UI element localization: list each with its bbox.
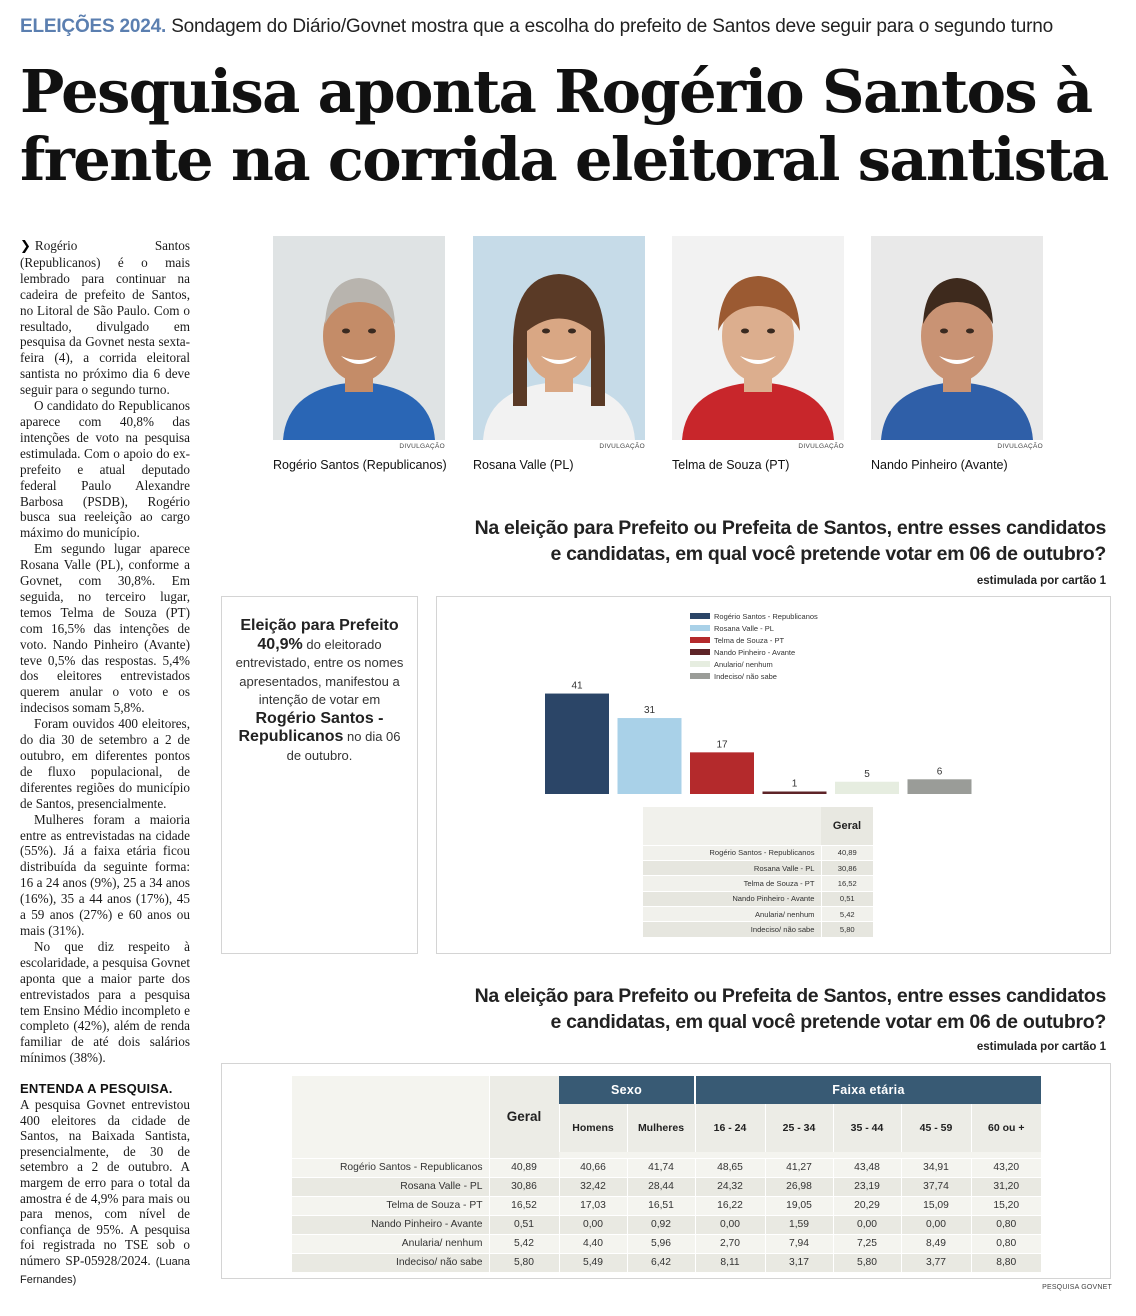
candidate-photo — [473, 236, 645, 440]
bar — [763, 792, 827, 795]
crosstab-column-header: Mulheres — [627, 1104, 695, 1152]
author-credit: (Luana Fernandes) — [20, 1255, 190, 1286]
crosstab-geral-header: Geral — [489, 1076, 559, 1158]
photo-credit: DIVULGAÇÃO — [599, 443, 645, 450]
crosstab-table — [292, 1076, 1041, 1272]
candidate-photo — [871, 236, 1043, 440]
crosstab-cell: 40,66 — [559, 1158, 627, 1177]
crosstab-cell: 0,80 — [971, 1234, 1041, 1253]
crosstab-cell: 17,03 — [559, 1196, 627, 1215]
article-body — [20, 238, 190, 1066]
crosstab-column-header: 25 - 34 — [765, 1104, 833, 1152]
legend-swatch — [690, 661, 710, 667]
crosstab-cell: 30,86 — [489, 1177, 559, 1196]
summary-row-label: Telma de Souza - PT — [643, 876, 821, 891]
crosstab-cell: 19,05 — [765, 1196, 833, 1215]
crosstab-cell: 5,96 — [627, 1234, 695, 1253]
crosstab-column-header: 45 - 59 — [901, 1104, 971, 1152]
summary-row-value: 5,42 — [821, 907, 873, 922]
candidate-caption: Rosana Valle (PL) — [473, 458, 574, 472]
crosstab-cell: 8,80 — [971, 1253, 1041, 1272]
crosstab-cell: 20,29 — [833, 1196, 901, 1215]
crosstab-cell: 43,20 — [971, 1158, 1041, 1177]
summary-row-label: Rogério Santos - Republicanos — [643, 845, 821, 860]
crosstab-column-header: 60 ou + — [971, 1104, 1041, 1152]
crosstab-cell: 2,70 — [695, 1234, 765, 1253]
legend-label: Rogério Santos - Republicanos — [714, 612, 818, 621]
crosstab-cell: 32,42 — [559, 1177, 627, 1196]
crosstab-row — [292, 1196, 1041, 1215]
article-paragraph: ❯ Rogério Santos (Republicanos) é o mais lembrado para continuar na cadeira de prefeito de Santos, no Litoral de São Paulo. Com o resultado, divulgado em pesquisa da Govnet nesta sexta-feira (4), a corrida eleitoral santista no próximo dia 6 deve seguir para o segundo turno. — [20, 238, 190, 398]
bar — [618, 718, 682, 794]
article-paragraph: No que diz respeito à escolaridade, a pesquisa Govnet aponta que a maior parte dos entrevistados para a pesquisa tem Ensino Médio incompleto e completo (42%), além de renda familiar de até dois salários mínimos (38%). — [20, 938, 190, 1066]
crosstab-cell: 8,49 — [901, 1234, 971, 1253]
crosstab-cell: 16,52 — [489, 1196, 559, 1215]
summary-row-label: Anularia/ nenhum — [643, 907, 821, 922]
kicker-tag: ELEIÇÕES 2024. — [20, 16, 167, 37]
crosstab-row-label: Indeciso/ não sabe — [292, 1253, 489, 1272]
crosstab-cell: 26,98 — [765, 1177, 833, 1196]
crosstab-cell: 6,42 — [627, 1253, 695, 1272]
summary-row-value: 40,89 — [821, 845, 873, 860]
bar-value-label: 1 — [791, 778, 798, 790]
kicker-text: Sondagem do Diário/Govnet mostra que a escolha do prefeito de Santos deve seguir para o segundo turno — [171, 16, 1054, 37]
crosstab-cell: 0,51 — [489, 1215, 559, 1234]
article-paragraph: Foram ouvidos 400 eleitores, do dia 30 de setembro a 2 de outubro, em diferentes pontos de fluxo populacional, de diferentes regiões do município de Santos, presencialmente. — [20, 716, 190, 811]
legend-swatch — [690, 613, 710, 619]
crosstab-row-label: Anularia/ nenhum — [292, 1234, 489, 1253]
article-paragraph: O candidato do Republicanos aparece com 40,8% das intenções de voto na pesquisa estimulada. Com o apoio do ex-prefeito e atual deputado federal Paulo Alexandre Barbosa (PSDB), Rogério busca sua reeleição ao cargo máximo do município. — [20, 398, 190, 541]
crosstab-cell: 0,92 — [627, 1215, 695, 1234]
candidate-caption: Rogério Santos (Republicanos) — [273, 458, 447, 472]
crosstab-cell: 15,20 — [971, 1196, 1041, 1215]
highlight-text: Eleição para Prefeito 40,9% do eleitorado entrevistado, entre os nomes apresentados, manifestou a intenção de votar em Rogério Santos - Republicanos no dia 06 de outubro. — [235, 617, 404, 763]
crosstab-cell: 5,80 — [833, 1253, 901, 1272]
summary-row-label: Indeciso/ não sabe — [643, 922, 821, 937]
legend-swatch — [690, 625, 710, 631]
legend-label: Telma de Souza - PT — [714, 636, 785, 645]
summary-row-value: 0,51 — [821, 891, 873, 906]
candidate-caption: Telma de Souza (PT) — [672, 458, 790, 472]
crosstab-cell: 3,77 — [901, 1253, 971, 1272]
legend-swatch — [690, 673, 710, 679]
crosstab-cell: 23,19 — [833, 1177, 901, 1196]
legend-label: Rosana Valle - PL — [714, 624, 774, 633]
crosstab-row — [292, 1234, 1041, 1253]
kicker — [20, 14, 1120, 40]
crosstab-group-sexo: Sexo — [559, 1076, 695, 1104]
summary-row — [643, 922, 873, 937]
crosstab-row — [292, 1215, 1041, 1234]
summary-row-value: 30,86 — [821, 860, 873, 875]
crosstab-cell: 31,20 — [971, 1177, 1041, 1196]
crosstab-cell: 24,32 — [695, 1177, 765, 1196]
crosstab-cell: 28,44 — [627, 1177, 695, 1196]
info-box-title: ENTENDA A PESQUISA. — [20, 1081, 173, 1096]
summary-row — [643, 860, 873, 875]
crosstab-cell: 1,59 — [765, 1215, 833, 1234]
crosstab-row — [292, 1177, 1041, 1196]
chevron-right-icon: ❯ — [20, 239, 31, 254]
question-subtitle-2: estimulada por cartão 1 — [976, 1041, 1106, 1053]
legend-swatch — [690, 649, 710, 655]
question-title-2: Na eleição para Prefeito ou Prefeita de Santos, entre esses candidatos e candidatas, em qual você pretende votar em 06 de outubro? — [474, 985, 1106, 1033]
headline: Pesquisa aponta Rogério Santos à frente na corrida eleitoral santista — [20, 57, 1108, 194]
source-credit: PESQUISA GOVNET — [1042, 1284, 1112, 1291]
crosstab-cell: 16,51 — [627, 1196, 695, 1215]
question-title: Na eleição para Prefeito ou Prefeita de Santos, entre esses candidatos e candidatas, em qual você pretende votar em 06 de outubro? — [474, 517, 1106, 565]
crosstab-cell: 8,11 — [695, 1253, 765, 1272]
legend-swatch — [690, 637, 710, 643]
bar-value-label: 17 — [716, 739, 728, 751]
summary-row — [643, 876, 873, 891]
summary-row — [643, 845, 873, 860]
crosstab-row — [292, 1158, 1041, 1177]
candidate-caption: Nando Pinheiro (Avante) — [871, 458, 1008, 472]
crosstab-cell: 4,40 — [559, 1234, 627, 1253]
summary-header: Geral — [821, 807, 873, 845]
summary-table — [643, 807, 873, 937]
summary-row — [643, 891, 873, 906]
legend-label: Nando Pinheiro - Avante — [714, 648, 796, 657]
crosstab-column-header: 16 - 24 — [695, 1104, 765, 1152]
bar — [908, 779, 972, 794]
question-subtitle: estimulada por cartão 1 — [976, 575, 1106, 587]
crosstab-row — [292, 1253, 1041, 1272]
bar-value-label: 5 — [864, 768, 870, 780]
crosstab-row-label: Rogério Santos - Republicanos — [292, 1158, 489, 1177]
bar-value-label: 31 — [643, 705, 656, 717]
info-box-text: A pesquisa Govnet entrevistou 400 eleitores da cidade de Santos, na Baixada Santista, presencialmente, de 30 de setembro a 2 de outubro. A margem de erro para o total da amostra é de 4,9% para mais ou para menos, com nível de confiança de 95%. A pesquisa foi registrada no TSE sob o número SP-05928/2024. (Luana Fernandes) — [20, 1097, 190, 1286]
crosstab-cell: 41,74 — [627, 1158, 695, 1177]
crosstab-cell: 40,89 — [489, 1158, 559, 1177]
candidate-photo — [672, 236, 844, 440]
legend-label: Indeciso/ não sabe — [714, 672, 777, 681]
summary-row-label: Nando Pinheiro - Avante — [643, 891, 821, 906]
crosstab-cell: 37,74 — [901, 1177, 971, 1196]
crosstab-cell: 5,80 — [489, 1253, 559, 1272]
crosstab-cell: 0,00 — [833, 1215, 901, 1234]
crosstab-cell: 0,00 — [901, 1215, 971, 1234]
crosstab-cell: 3,17 — [765, 1253, 833, 1272]
bar — [835, 782, 899, 794]
photo-credit: DIVULGAÇÃO — [997, 443, 1043, 450]
crosstab-cell: 34,91 — [901, 1158, 971, 1177]
crosstab-group-faixa: Faixa etária — [695, 1076, 1041, 1104]
crosstab-cell: 16,22 — [695, 1196, 765, 1215]
article-paragraph: Mulheres foram a maioria entre as entrevistadas na cidade (55%). Já a faixa etária ficou distribuída da seguinte forma: 16 a 24 anos (9%), 25 a 34 anos (16%), 35 a 44 anos (17%), 45 a 59 anos (27%) e 60 anos ou mais (31%). — [20, 811, 190, 938]
crosstab-cell: 0,00 — [695, 1215, 765, 1234]
crosstab-cell: 43,48 — [833, 1158, 901, 1177]
crosstab-row-label: Telma de Souza - PT — [292, 1196, 489, 1215]
crosstab-row-label: Nando Pinheiro - Avante — [292, 1215, 489, 1234]
crosstab-row-label: Rosana Valle - PL — [292, 1177, 489, 1196]
candidate-photo — [273, 236, 445, 440]
crosstab-cell: 41,27 — [765, 1158, 833, 1177]
bar — [545, 694, 609, 794]
photo-credit: DIVULGAÇÃO — [798, 443, 844, 450]
crosstab-cell: 5,49 — [559, 1253, 627, 1272]
summary-row-value: 5,80 — [821, 922, 873, 937]
summary-row — [643, 907, 873, 922]
bar-value-label: 41 — [571, 680, 583, 692]
crosstab-cell: 7,94 — [765, 1234, 833, 1253]
crosstab-cell: 7,25 — [833, 1234, 901, 1253]
crosstab-column-header: 35 - 44 — [833, 1104, 901, 1152]
bar-value-label: 6 — [936, 766, 943, 778]
crosstab-column-header: Homens — [559, 1104, 627, 1152]
article-paragraph: Em segundo lugar aparece Rosana Valle (PL), conforme a Govnet, com 30,8%. Em seguida, no terceiro lugar, temos Telma de Souza (PT) com 16,5% das intenções de voto. Nando Pinheiro (Avante) teve 0,5% das respostas. 5,4% dos eleitores entrevistados querem anular o voto e os indecisos somam 5,8%. — [20, 541, 190, 716]
crosstab-cell: 15,09 — [901, 1196, 971, 1215]
summary-row-value: 16,52 — [821, 876, 873, 891]
crosstab-cell: 0,80 — [971, 1215, 1041, 1234]
crosstab-cell: 0,00 — [559, 1215, 627, 1234]
bar — [690, 752, 754, 794]
crosstab-cell: 5,42 — [489, 1234, 559, 1253]
crosstab-cell: 48,65 — [695, 1158, 765, 1177]
summary-row-label: Rosana Valle - PL — [643, 860, 821, 875]
photo-credit: DIVULGAÇÃO — [399, 443, 445, 450]
legend-label: Anulario/ nenhum — [714, 660, 773, 669]
